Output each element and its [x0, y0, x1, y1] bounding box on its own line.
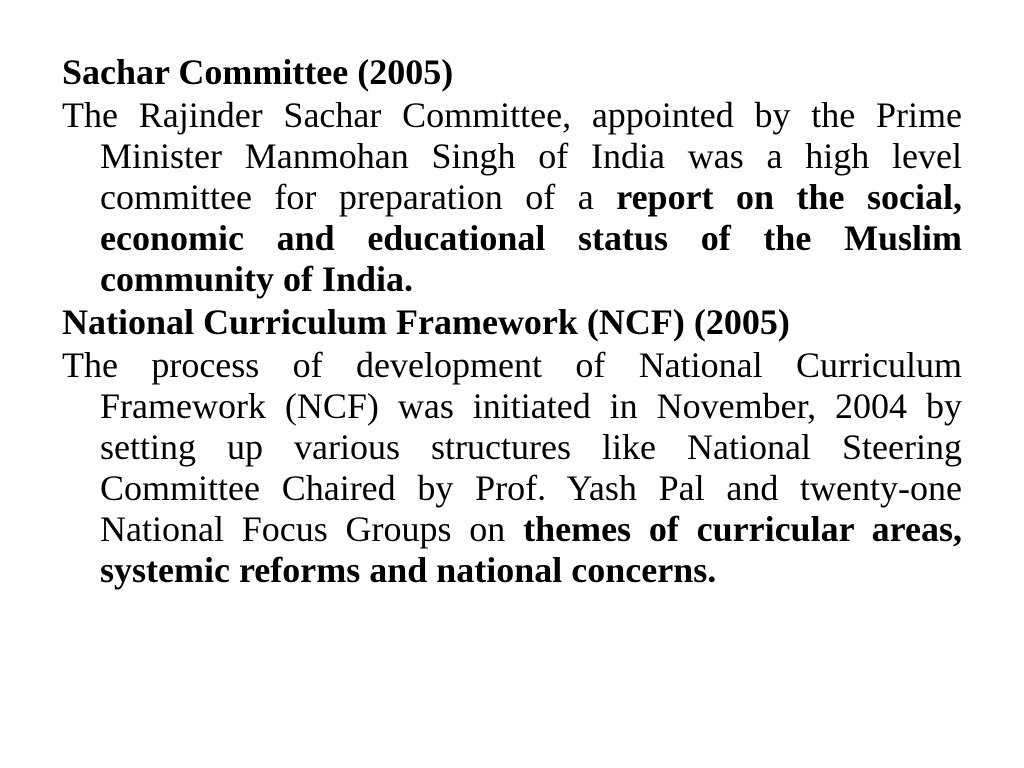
ncf-body-plain: The process of development of National Curriculum Framework (NCF) was initiated in November, 2004 by setting up various structures like National Steering Committee Chaired by Prof. Yash Pal and twenty-one National Focus Groups on	[62, 345, 962, 549]
ncf-body-bold: themes of curricular areas, systemic reforms and national concerns.	[100, 509, 962, 590]
section-body-ncf	[62, 345, 962, 591]
section-heading-sachar: Sachar Committee (2005)	[62, 52, 454, 92]
section-body-sachar	[62, 95, 962, 300]
section-heading-ncf: National Curriculum Framework (NCF) (2005)	[62, 302, 790, 342]
sachar-body-plain: The Rajinder Sachar Committee, appointed by the Prime Minister Manmohan Singh of India was a high level committee for preparation of a	[62, 95, 962, 217]
sachar-body-bold: report on the social, economic and educational status of the Muslim community of India.	[100, 177, 963, 299]
